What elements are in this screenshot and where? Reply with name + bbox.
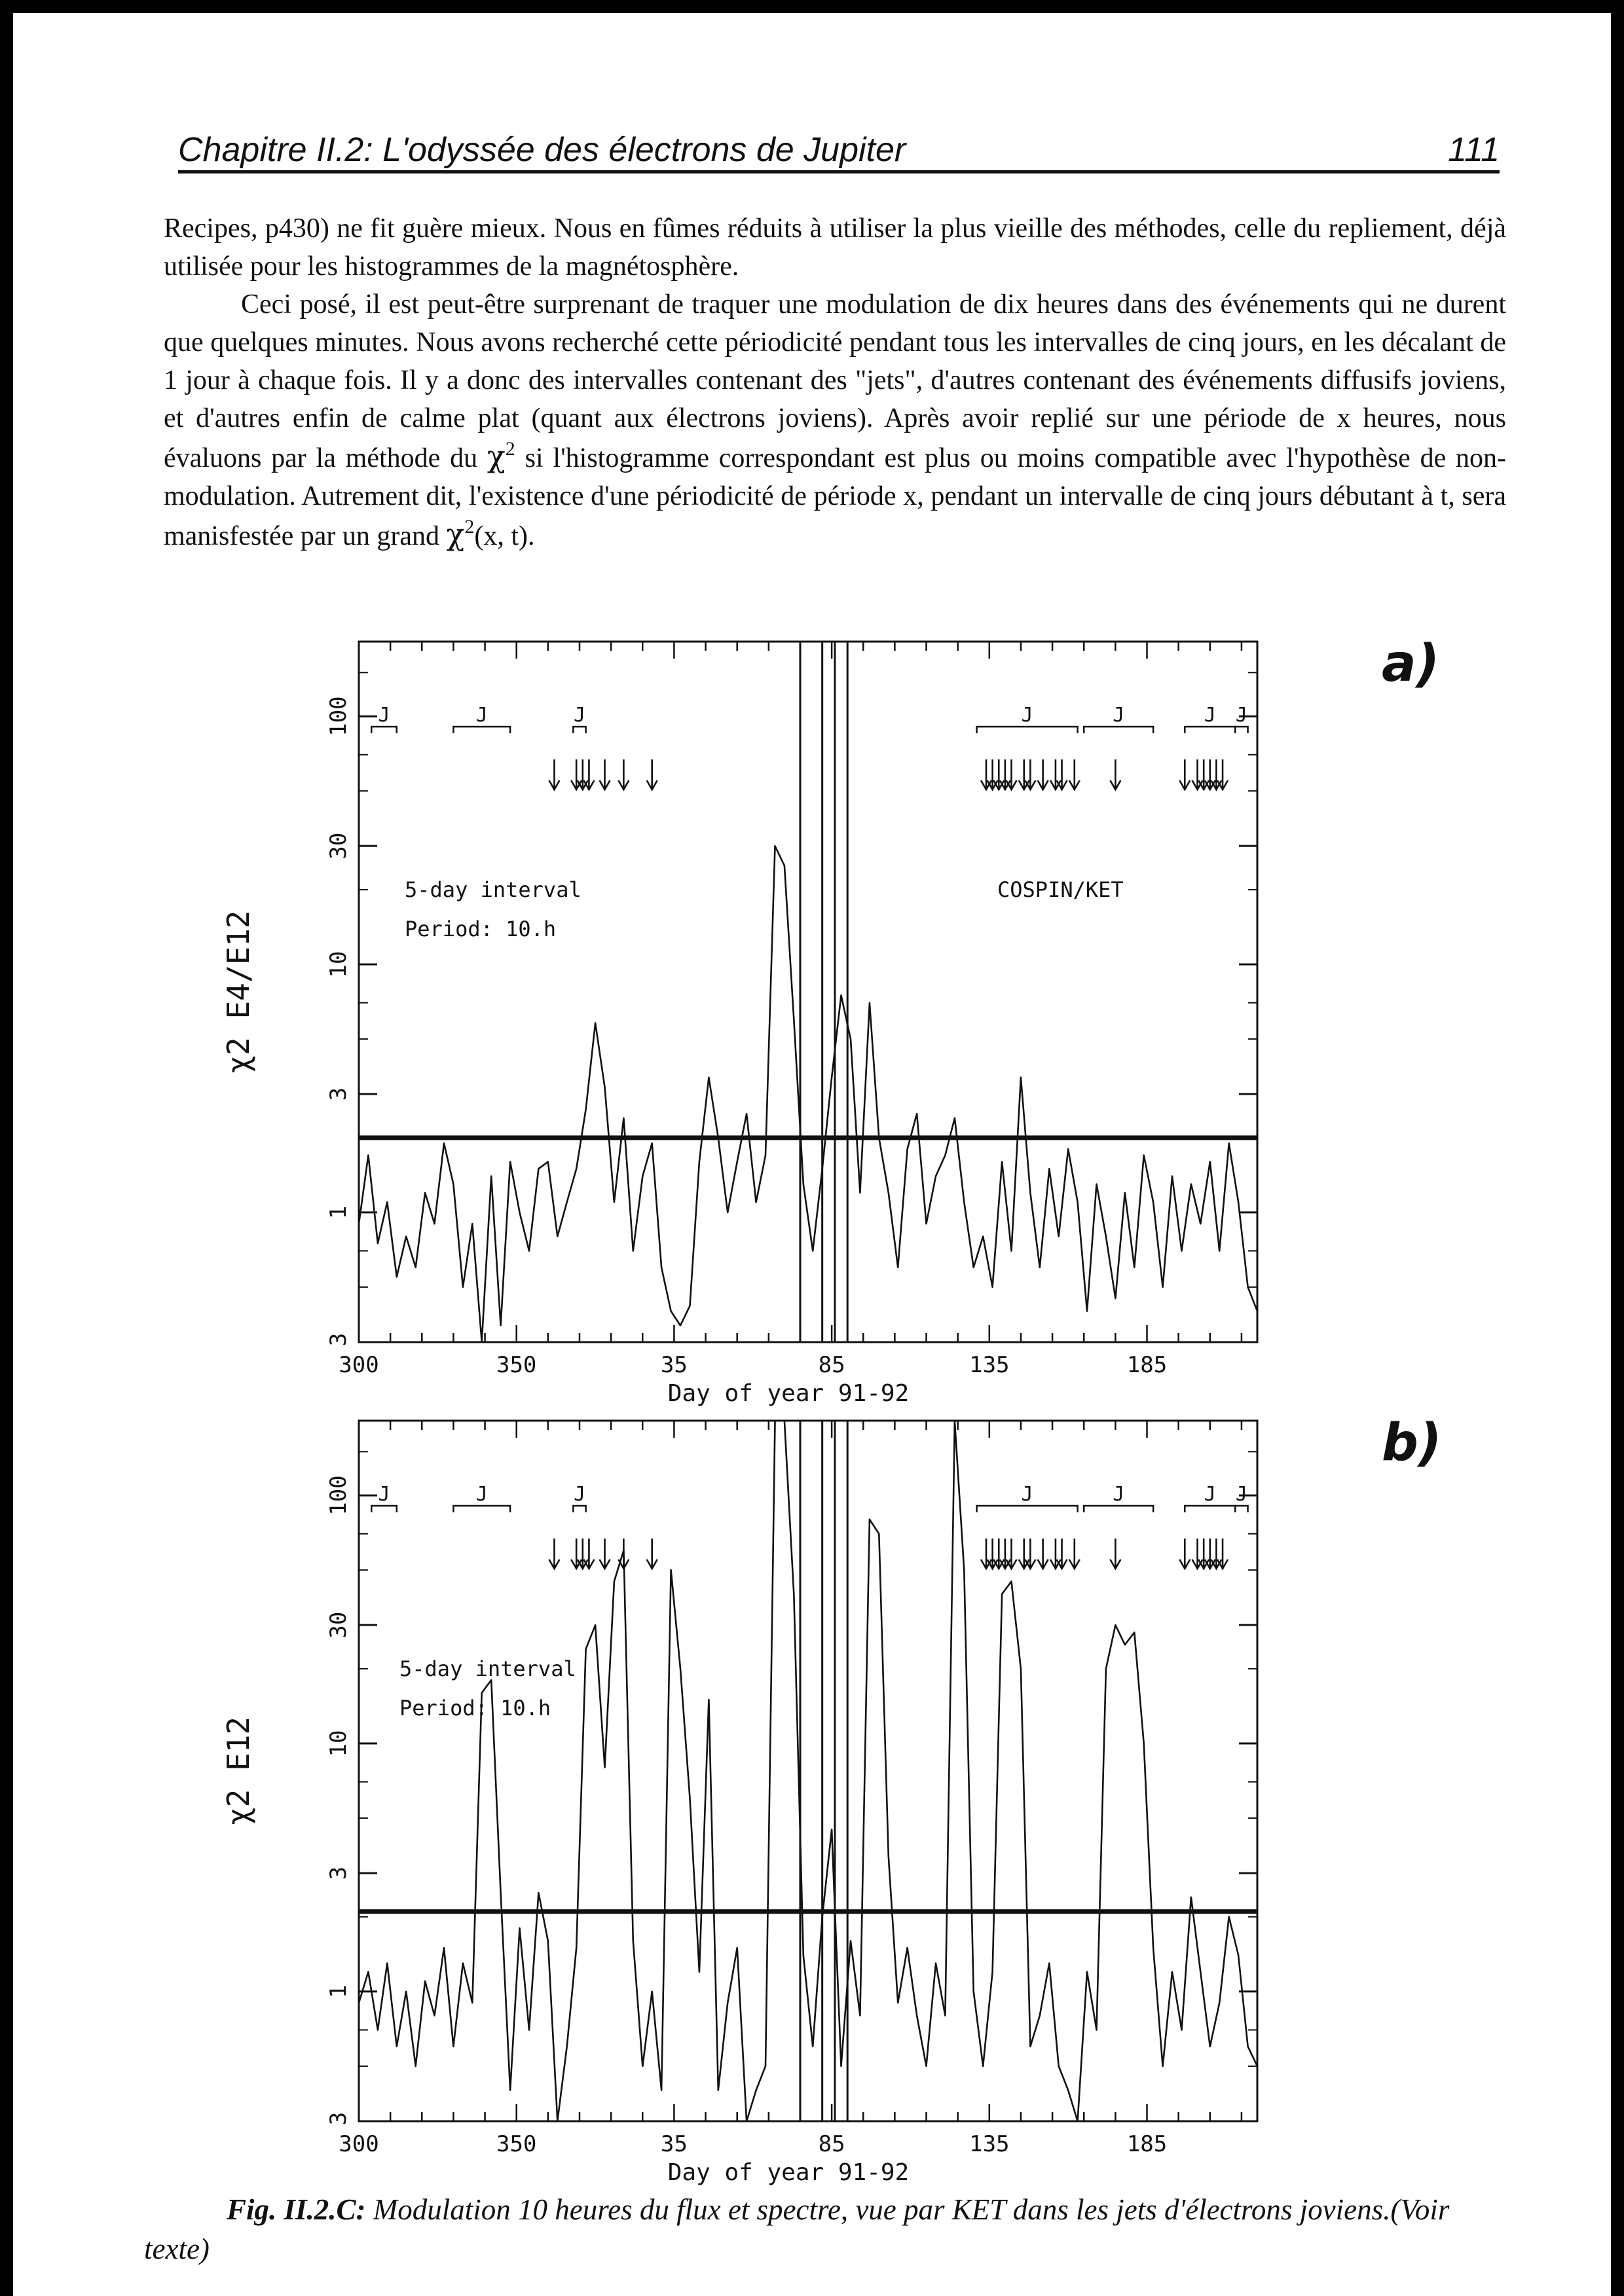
y-tick-label: 30 <box>325 832 352 860</box>
jet-bracket <box>977 727 1078 733</box>
jet-marker: J <box>1235 704 1247 727</box>
x-axis-label: Day of year 91-92 <box>667 2159 910 2186</box>
x-axis-label: Day of year 91-92 <box>667 1380 910 1407</box>
chart-annotation: 5-day interval <box>405 877 581 902</box>
y-tick-label: 10 <box>325 951 352 978</box>
paragraph-2-part-b: si l'histogramme correspondant est plus ou moins compatible avec l'hypothèse de non-modulation. Autrement dit, l'existence d'une périodicité de période x, pendant un intervalle de cinq jours débutant à t, sera manisfestée par un grand <box>164 443 1507 551</box>
y-axis-label: χ2 E12 <box>221 1716 256 1826</box>
y-tick-label: 1 <box>325 1984 352 1999</box>
chart-annotation: Period: 10.h <box>405 917 557 941</box>
y-tick-label: 3 <box>325 1087 352 1101</box>
jet-bracket <box>1235 727 1247 733</box>
event-arrow <box>1110 1539 1120 1569</box>
superscript-2: 2 <box>505 438 515 460</box>
paragraph-1: Recipes, p430) ne fit guère mieux. Nous en fûmes réduits à utiliser la plus vieille des méthodes, celle du repliement, déjà utilisée pour les histogrammes de la magnétosphère. <box>164 213 1506 282</box>
y-tick-label: 3 <box>325 1866 352 1880</box>
event-arrow <box>1110 759 1120 790</box>
jet-bracket <box>453 1506 510 1512</box>
x-tick-label: 350 <box>496 2131 537 2157</box>
jet-bracket <box>573 727 585 733</box>
event-arrow <box>549 1539 559 1569</box>
event-arrow <box>1179 759 1190 790</box>
jet-marker: J <box>1113 1483 1125 1506</box>
jet-bracket <box>1185 1506 1235 1512</box>
jet-marker: J <box>1235 1483 1247 1506</box>
x-tick-label: 300 <box>339 2131 379 2157</box>
jet-marker: J <box>1021 1483 1033 1506</box>
jet-bracket <box>977 1506 1078 1512</box>
chart-panel-a <box>221 634 1439 1407</box>
chart-annotation: 5-day interval <box>399 1656 576 1681</box>
chart-annotation: Period: 10.h <box>399 1696 551 1721</box>
event-arrow <box>1069 1539 1080 1569</box>
plot-frame <box>359 1421 1257 2121</box>
jet-marker: J <box>378 704 390 727</box>
page-number: 111 <box>1447 131 1500 169</box>
x-tick-label: 35 <box>660 2131 688 2157</box>
event-arrow <box>549 759 559 790</box>
jet-marker: J <box>475 704 488 727</box>
jet-bracket <box>1235 1506 1247 1512</box>
x-tick-label: 135 <box>969 1352 1010 1378</box>
plot-frame <box>359 642 1257 1342</box>
figure <box>13 622 1611 2206</box>
x-tick-label: 300 <box>339 1352 379 1378</box>
jet-marker: J <box>378 1483 390 1506</box>
jet-bracket <box>371 727 397 733</box>
chapter-title: Chapitre II.2: L'odyssée des électrons de Jupiter <box>178 131 906 169</box>
x-tick-label: 185 <box>1126 1352 1168 1378</box>
jet-bracket <box>1185 727 1235 733</box>
body-text <box>164 210 1506 555</box>
y-axis-label: χ2 E4/E12 <box>221 910 256 1074</box>
paragraph-2-part-a: Ceci posé, il est peut-être surprenant de traquer une modulation de dix heures dans des événements qui ne durent que quelques minutes. Nous avons recherché cette périodicité pendant tous les intervalles de cinq jours, en les décalant de 1 jour à chaque fois. Il y a donc des intervalles contenant des "jets", d'autres contenant des événements diffusifs joviens, et d'autres enfin de calme plat (quant aux électrons joviens). Après avoir replié sur une période de x heures, nous évaluons par la méthode du <box>164 289 1506 473</box>
event-arrow <box>599 759 610 790</box>
jet-marker: J <box>573 1483 586 1506</box>
chi-symbol: χ <box>487 439 506 474</box>
jet-marker: J <box>1204 704 1216 727</box>
y-tick-label: 3 <box>325 2111 352 2126</box>
event-arrow <box>647 1539 657 1569</box>
jet-bracket <box>371 1506 397 1512</box>
event-arrow <box>1179 1539 1190 1569</box>
event-arrow <box>618 759 629 790</box>
chart-panel-b <box>221 1413 1441 2186</box>
event-arrow <box>1038 759 1048 790</box>
x-tick-label: 85 <box>818 1352 845 1378</box>
chart-annotation: COSPIN/KET <box>997 877 1124 902</box>
x-tick-label: 85 <box>818 2131 845 2157</box>
y-tick-label: 1 <box>325 1205 352 1220</box>
figure-charts <box>13 622 1611 2206</box>
jet-bracket <box>1084 727 1153 733</box>
jet-marker: J <box>573 704 586 727</box>
paragraph-2-part-c: (x, t). <box>474 521 535 551</box>
figure-caption <box>144 2190 1519 2269</box>
jet-bracket <box>453 727 510 733</box>
event-arrow <box>647 759 657 790</box>
chi-symbol-2: χ <box>446 517 465 552</box>
data-series-line <box>359 1421 1257 2121</box>
event-arrow <box>1038 1539 1048 1569</box>
y-tick-label: 3 <box>325 1332 352 1347</box>
x-tick-label: 185 <box>1126 2131 1168 2157</box>
caption-text: Modulation 10 heures du flux et spectre, vue par KET dans les jets d'électrons joviens.(Voir texte) <box>144 2193 1450 2265</box>
jet-marker: J <box>1021 704 1033 727</box>
event-arrow <box>1069 759 1080 790</box>
x-tick-label: 350 <box>496 1352 537 1378</box>
running-header <box>178 130 1500 173</box>
panel-label: a) <box>1382 634 1440 693</box>
caption-label: Fig. II.2.C: <box>227 2193 366 2226</box>
jet-marker: J <box>475 1483 488 1506</box>
x-tick-label: 135 <box>969 2131 1010 2157</box>
y-tick-label: 100 <box>325 696 352 737</box>
page <box>13 13 1611 2296</box>
event-arrow <box>599 1539 610 1569</box>
x-tick-label: 35 <box>660 1352 688 1378</box>
y-tick-label: 30 <box>325 1611 352 1639</box>
panel-label: b) <box>1382 1413 1442 1472</box>
superscript-2b: 2 <box>464 516 475 538</box>
jet-bracket <box>573 1506 585 1512</box>
paragraph-2 <box>164 285 1506 555</box>
jet-marker: J <box>1204 1483 1216 1506</box>
y-tick-label: 100 <box>325 1475 352 1516</box>
y-tick-label: 10 <box>325 1730 352 1757</box>
jet-marker: J <box>1113 704 1125 727</box>
jet-bracket <box>1084 1506 1153 1512</box>
